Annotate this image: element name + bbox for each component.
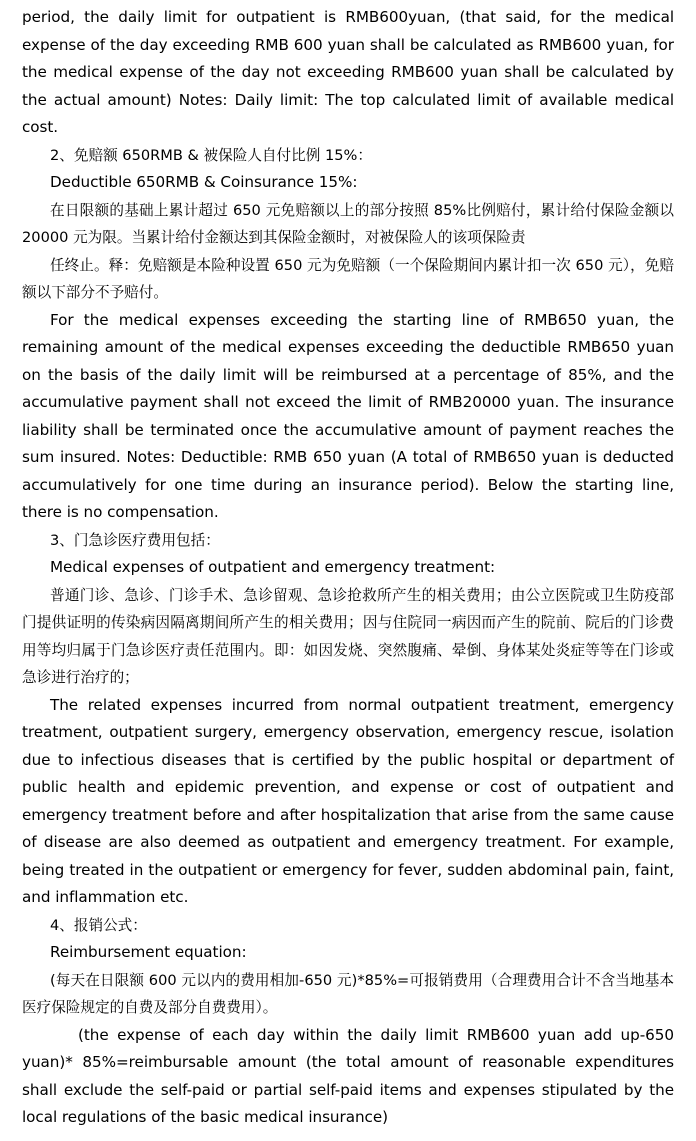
paragraph-item3-body-zh: 普通门诊、急诊、门诊手术、急诊留观、急诊抢救所产生的相关费用；由公立医院或卫生防疫部门提供证明的传染病因隔离期间所产生的相关费用；因与住院同一病因而产生的院前、院后的门诊费用等均归属于门急诊医疗责任范围内。即：如因发烧、突然腹痛、晕倒、身体某处炎症等等在门诊或急诊进行治疗的； <box>22 586 674 686</box>
paragraph-item4-body-en: (the expense of each day within the daily limit RMB600 yuan add up-650 yuan)* 85%=reimbursable amount (the total amount of reasonable expenditures shall exclude the self-paid or partial self-paid items and expenses stipulated by the local regulations of the basic medical insurance) <box>22 1025 674 1126</box>
paragraph-item3-heading-zh: 3、门急诊医疗费用包括： <box>50 531 220 549</box>
paragraph-item2-body-zh-second: 任终止。释：免赔额是本险种设置 650 元为免赔额（一个保险期间内累计扣一次 650 元），免赔额以下部分不予赔付。 <box>22 256 674 301</box>
paragraph-item2-body-en: For the medical expenses exceeding the starting line of RMB650 yuan, the remaining amount of the medical expenses exceeding the deductible RMB650 yuan on the basis of the daily limit will be reimbursed at a percentage of 85%, and the accumulative payment shall not exceed the limit of RMB20000 yuan. The insurance liability shall be terminated once the accumulative amount of payment reaches the sum insured. Notes: Deductible: RMB 650 yuan (A total of RMB650 yuan is deducted accumulatively for one time during an insurance period). Below the starting line, there is no compensation. <box>22 310 674 521</box>
paragraph-item3-body-en: The related expenses incurred from normal outpatient treatment, emergency treatment, outpatient surgery, emergency observation, emergency rescue, isolation due to infectious diseases that is certified by the public hospital or department of public health and epidemic prevention, and expense or cost of outpatient and emergency treatment before and after hospitalization that arise from the same cause of disease are also deemed as outpatient and emergency treatment. For example, being treated in the outpatient or emergency for fever, sudden abdominal pain, faint, and inflammation etc. <box>22 695 674 906</box>
paragraph-item2-heading-zh: 2、免赔额 650RMB & 被保险人自付比例 15%： <box>50 146 372 164</box>
paragraph-item2-body-zh-first: 在日限额的基础上累计超过 650 元免赔额以上的部分按照 85%比例赔付，累计给付保险金额以 20000 元为限。当累计给付金额达到其保险金额时，对被保险人的该项保险责 <box>22 201 674 246</box>
paragraph-outpatient-daily-limit: period, the daily limit for outpatient is RMB600yuan, (that said, for the medical expense of the day exceeding RMB 600 yuan shall be calculated as RMB600 yuan, for the medical expense of the day not exceeding RMB600 yuan shall be calculated by the actual amount) Notes: Daily limit: The top calculated limit of available medical cost. <box>22 8 674 136</box>
paragraph-item3-heading-en: Medical expenses of outpatient and emergency treatment: <box>50 558 496 576</box>
paragraph-item2-heading-en: Deductible 650RMB & Coinsurance 15%: <box>50 173 358 191</box>
paragraph-item4-heading-zh: 4、报销公式： <box>50 916 147 934</box>
paragraph-item4-body-zh: (每天在日限额 600 元以内的费用相加-650 元)*85%=可报销费用（合理费用合计不含当地基本医疗保险规定的自费及部分自费费用）。 <box>22 971 674 1016</box>
paragraph-item4-heading-en: Reimbursement equation: <box>50 943 247 961</box>
